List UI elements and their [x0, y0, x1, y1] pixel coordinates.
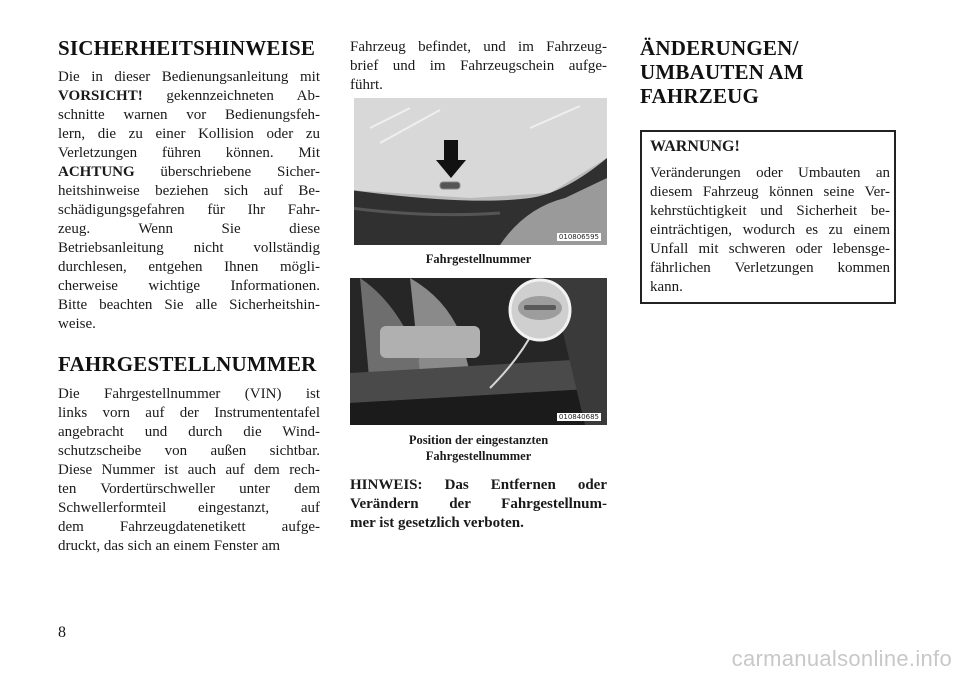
text-segment: schädigungsgefahren für Ihr Fahr- — [58, 202, 320, 218]
vin-stamped-image — [350, 278, 607, 425]
text-line: Unfall mit schweren oder lebensge- — [650, 241, 890, 257]
text-segment: lern, die zu einer Kollision oder zu — [58, 126, 320, 142]
text-segment: Die in dieser Bedienungsanleitung mit — [58, 69, 320, 85]
text-segment: Verletzungen führen können. Mit — [58, 145, 320, 161]
text-line: ten Vordertürschweller unter dem — [58, 481, 320, 497]
heading-line: FAHRZEUG — [640, 84, 760, 108]
text-segment: Betriebsanleitung nicht vollständig — [58, 240, 320, 256]
text-line: dem Fahrzeugdatenetikett aufge- — [58, 519, 320, 535]
text-line — [58, 182, 320, 201]
vin-windshield-image — [350, 98, 607, 245]
text-line: kann. — [650, 279, 683, 295]
text-segment: weise. — [58, 316, 96, 332]
text-line: schutzscheibe von außen sichtbar. — [58, 443, 320, 459]
text-line — [58, 220, 320, 239]
text-line — [58, 296, 320, 315]
text-line: brief und im Fahrzeugschein aufge- — [350, 58, 607, 74]
text-line — [58, 163, 320, 182]
text-line — [58, 258, 320, 277]
text-segment: gekennzeichneten Ab- — [142, 88, 320, 104]
vin-paragraph-continued — [350, 38, 607, 95]
vin-paragraph — [58, 385, 320, 556]
text-line: links vorn auf der Instrumententafel — [58, 405, 320, 421]
heading-fahrgestellnummer: FAHRGESTELLNUMMER — [58, 352, 317, 376]
text-segment: cherweise wichtige Informationen. — [58, 278, 320, 294]
emphasis-term: ACHTUNG — [58, 164, 135, 180]
text-line — [58, 277, 320, 296]
text-line — [58, 68, 320, 87]
text-line — [58, 239, 320, 258]
heading-sicherheitshinweise: SICHERHEITSHINWEISE — [58, 36, 316, 60]
text-segment: überschriebene Sicher- — [134, 164, 320, 180]
windshield-illustration — [350, 98, 607, 245]
figure-code: 010840685 — [558, 413, 599, 421]
text-line — [58, 87, 320, 106]
text-line: Verändern der Fahrgestellnum- — [350, 496, 607, 512]
text-line — [58, 201, 320, 220]
safety-paragraph — [58, 68, 320, 334]
text-segment: Bitte beachten Sie alle Sicherheitshin- — [58, 297, 320, 313]
door-sill-illustration — [350, 278, 607, 425]
figure-caption: Fahrgestellnummer — [425, 252, 532, 266]
emphasis-term: VORSICHT! — [58, 88, 143, 104]
text-segment: heitshinweise beziehen sich auf Be- — [58, 183, 320, 199]
text-line — [58, 125, 320, 144]
text-line — [58, 315, 320, 334]
text-segment: schnitte warnen vor Bedienungsfeh- — [58, 107, 320, 123]
text-line: kehrstüchtigkeit und Sicherheit be- — [650, 203, 890, 219]
warning-text — [650, 164, 890, 297]
text-line: Schwellerformteil eingestanzt, auf — [58, 500, 320, 516]
text-segment: durchlesen, entgehen Ihnen mögli- — [58, 259, 320, 275]
text-line: druckt, das sich an einem Fenster am — [58, 538, 281, 554]
text-line: Die Fahrgestellnummer (VIN) ist — [58, 386, 320, 402]
text-line — [58, 144, 320, 163]
watermark-text: carmanualsonline.info — [731, 646, 952, 671]
text-line — [58, 106, 320, 125]
heading-aenderungen — [640, 36, 804, 108]
text-line: mer ist gesetzlich verboten. — [350, 515, 524, 531]
figure-caption-line2: Fahrgestellnummer — [425, 449, 532, 463]
text-line: führt. — [350, 77, 383, 93]
warning-box — [640, 130, 896, 304]
heading-line: ÄNDERUNGEN/ — [640, 36, 799, 60]
text-line: Diese Nummer ist auch auf dem rech- — [58, 462, 320, 478]
page-number: 8 — [58, 624, 66, 641]
figure-caption-line1: Position der eingestanzten — [408, 433, 549, 447]
text-line: einträchtigen, wodurch es zu einem — [650, 222, 890, 238]
text-line: fährlichen Verletzungen kommen — [650, 260, 890, 276]
text-line: diesem Fahrzeug können seine Ver- — [650, 184, 890, 200]
heading-line: UMBAUTEN AM — [640, 60, 804, 84]
text-segment: zeug. Wenn Sie diese — [58, 221, 320, 237]
text-line: Veränderungen oder Umbauten an — [650, 165, 890, 181]
hinweis-note — [350, 476, 607, 533]
text-line: Fahrzeug befindet, und im Fahrzeug- — [350, 39, 607, 55]
warning-title: WARNUNG! — [650, 138, 740, 155]
text-line: angebracht und durch die Wind- — [58, 424, 320, 440]
text-line: HINWEIS: Das Entfernen oder — [350, 477, 607, 493]
figure-code: 010806595 — [558, 233, 599, 241]
